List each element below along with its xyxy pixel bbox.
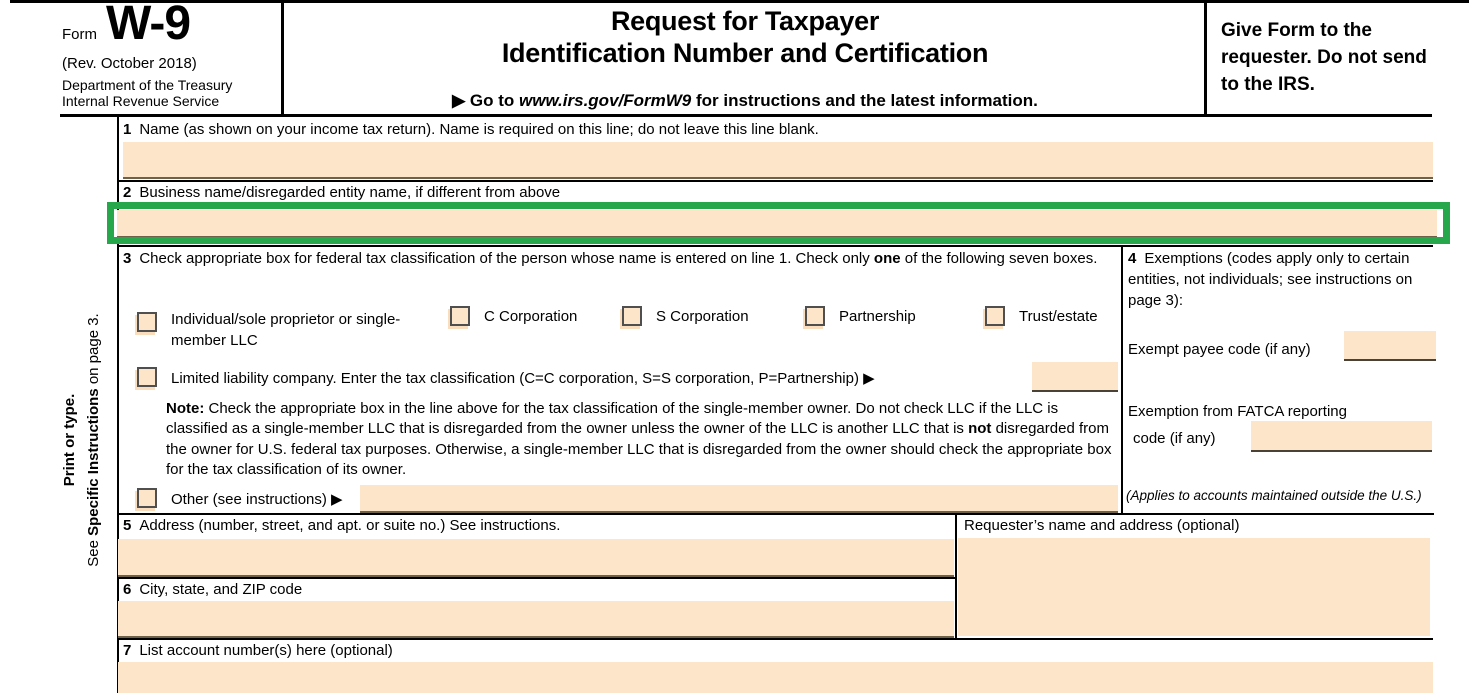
header-divider-left [281,2,284,116]
checkbox-trust-estate[interactable] [985,306,1005,326]
field2-label: 2 Business name/disregarded entity name, if different from above [123,184,561,201]
address-input[interactable] [118,539,954,577]
requester-name-address-input[interactable] [958,538,1430,636]
header-bottom-border [60,114,1432,117]
checkbox-group-llc [137,367,875,387]
checkbox-group-c-corp [450,306,577,326]
checkbox-group-individual [137,308,431,351]
checkbox-group-partnership [805,306,916,326]
row6-separator [117,638,1433,640]
sidebar-line1: Print or type. [61,393,78,487]
give-form-note: Give Form to the requester. Do not send to the IRS. [1221,20,1427,95]
other-label: Other (see instructions) ▶ [171,490,343,508]
title-line2: Identification Number and Certification [501,38,989,68]
checkbox-group-s-corp [622,306,749,326]
title-line1: Request for Taxpayer [610,6,880,36]
field4-label: 4 Exemptions (codes apply only to certain entities, not individuals; see instructions on page 3): [1128,250,1413,309]
goto-url: www.irs.gov/FormW9 [519,91,692,110]
form-revision: (Rev. October 2018) [62,55,197,72]
checkbox-trust-estate-label: Trust/estate [1019,308,1098,325]
fatca-label-line1: Exemption from FATCA reporting [1128,403,1347,420]
llc-label: Limited liability company. Enter the tax classification (C=C corporation, S=S corporation, P=Partnership) ▶ [171,369,875,387]
account-numbers-input[interactable] [118,662,1433,693]
goto-prefix: ▶ Go to [452,91,520,110]
row5-separator [117,577,955,579]
form-word: Form [62,26,97,43]
sidebar-instructions [58,230,110,650]
checkbox-c-corporation-label: C Corporation [484,308,578,325]
field7-label: 7 List account number(s) here (optional) [123,642,393,659]
business-name-input[interactable] [117,210,1437,238]
fatca-label-line2: code (if any) [1133,430,1216,447]
top-border [10,0,1469,3]
name-input[interactable] [123,142,1433,179]
fatca-applies-note: (Applies to accounts maintained outside the U.S.) [1126,488,1422,503]
section3-4-divider [1121,245,1123,513]
other-classification-input[interactable] [360,485,1118,513]
checkbox-s-corporation[interactable] [622,306,642,326]
checkbox-other[interactable] [137,488,157,508]
form-number: W-9 [106,0,191,50]
sidebar-line2: See Specific Instructions on page 3. [85,313,102,567]
department-line: Department of the Treasury [62,77,233,93]
field3-label: 3 Check appropriate box for federal tax classification of the person whose name is entered on line 1. Check only one of the following seven boxes. [123,250,1098,267]
checkbox-s-corporation-label: S Corporation [656,308,749,325]
requester-label: Requester’s name and address (optional) [964,517,1240,534]
checkbox-individual[interactable] [137,312,157,332]
row3-separator [117,513,1434,515]
llc-classification-input[interactable] [1032,362,1118,392]
field1-label: 1 Name (as shown on your income tax return). Name is required on this line; do not leave this line blank. [123,121,819,138]
exempt-payee-label: Exempt payee code (if any) [1128,341,1311,358]
llc-note: Note: Check the appropriate box in the line above for the tax classification of the single-member owner. Do not check LLC if the LLC is classified as a single-member LLC that is disregarded from the owner unless the owner of the LLC is another LLC that is not disregarded from the owner for U.S. federal tax purposes. Otherwise, a single-member LLC that is disregarded from the owner should check the appropriate box for the tax classification of its owner. [166,400,1112,479]
checkbox-group-other [137,488,343,508]
row1-separator [117,180,1433,182]
fatca-code-input[interactable] [1251,421,1432,452]
goto-line [285,91,1205,111]
checkbox-partnership-label: Partnership [839,308,916,325]
checkbox-c-corporation[interactable] [450,306,470,326]
exempt-payee-code-input[interactable] [1344,331,1436,361]
field5-label: 5 Address (number, street, and apt. or suite no.) See instructions. [123,517,561,534]
checkbox-partnership[interactable] [805,306,825,326]
city-state-zip-input[interactable] [118,601,954,638]
row2-separator [117,245,1433,247]
goto-suffix: for instructions and the latest information. [691,91,1038,110]
form-title [285,5,1205,69]
requester-divider [955,513,957,638]
checkbox-llc[interactable] [137,367,157,387]
checkbox-group-trust [985,306,1098,326]
checkbox-individual-label: Individual/sole proprietor or single-member LLC [171,311,401,349]
header-divider-right [1204,2,1207,116]
agency-line: Internal Revenue Service [62,93,220,109]
field6-label: 6 City, state, and ZIP code [123,581,303,598]
